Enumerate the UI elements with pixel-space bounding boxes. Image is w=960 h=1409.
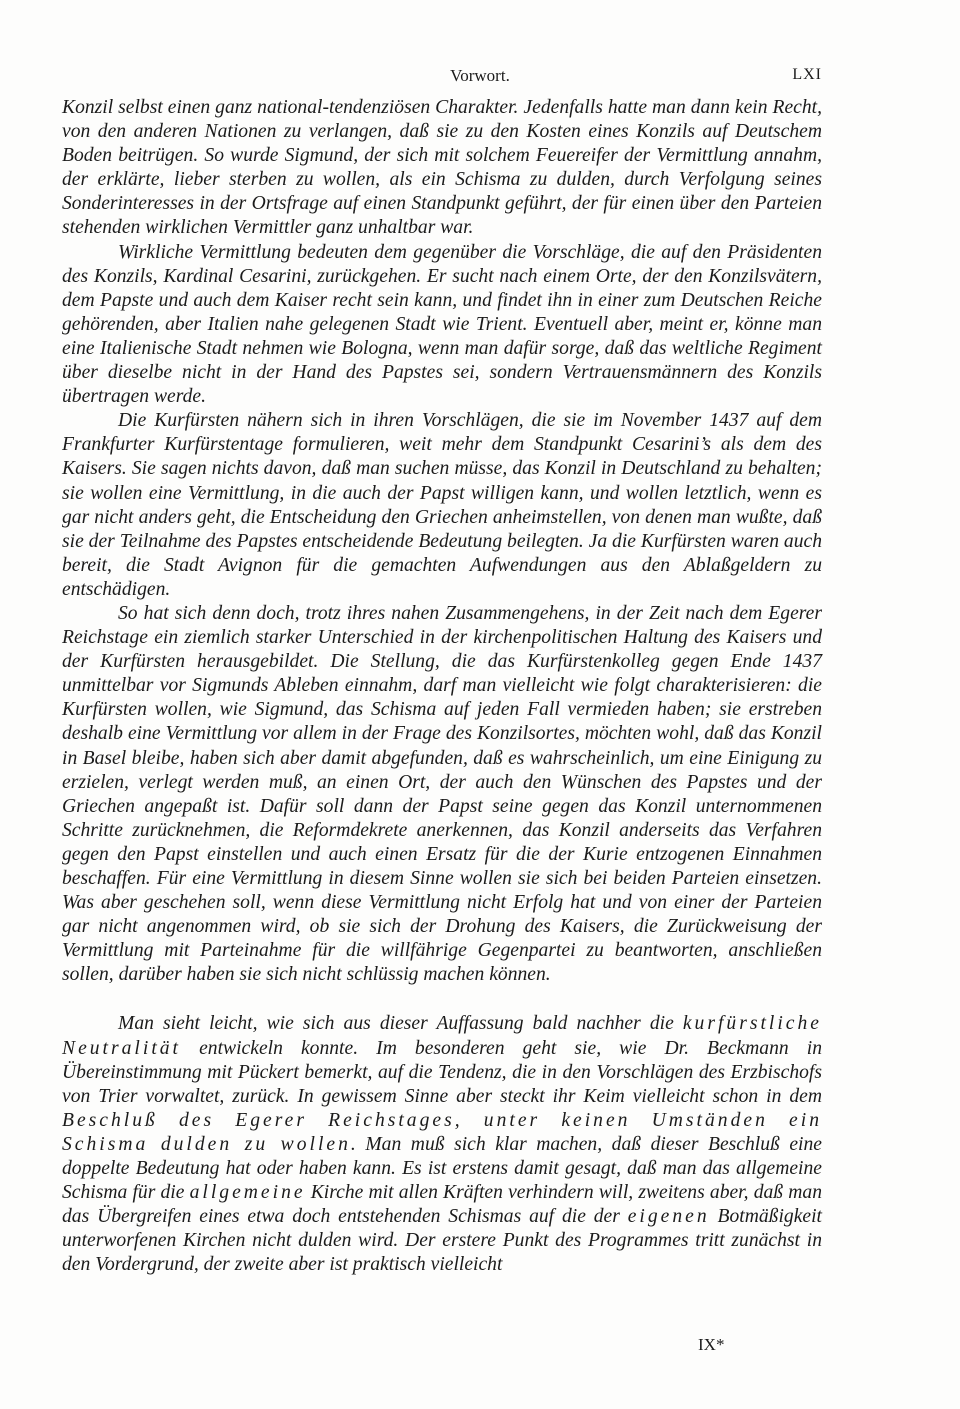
spaced-emphasis: allgemeine (189, 1182, 306, 1204)
paragraph (62, 602, 822, 988)
spaced-emphasis: eigenen (627, 1206, 710, 1228)
text-run: Botmäßigkeit unterworfenen Kirchen nicht dulden wird. Der erstere Punkt des Programmes tritt zunächst in den Vordergrund, der zweite aber ist praktisch vielleicht (62, 1206, 822, 1276)
paragraph (62, 1012, 822, 1277)
running-header: Vorwort. (450, 66, 510, 85)
page-number: LXI (792, 66, 822, 83)
text-run: Die Kurfürsten nähern sich in ihren Vorschlägen, die sie im November 1437 auf dem Frankfurter Kurfürstentage formulieren, weit mehr dem Standpunkt Cesarini’s als dem des Kaisers. Sie sagen nichts davon, daß man suchen müsse, das Konzil in Deutschland zu behalten; sie wollen eine Vermittlung, in die auch der Papst willigen kann, und wollen letztlich, wenn es gar nicht anders geht, die Entscheidung den Griechen anheimstellen, von denen man wußte, daß sie der Teilnahme des Papstes entscheidende Bedeutung beilegten. Ja die Kurfürsten waren auch bereit, die Stadt Avignon für die gemachten Aufwendungen aus den Ablaßgeldern zu entschädigen. (62, 410, 822, 600)
text-run: entwickeln konnte. Im besonderen geht sie, wie Dr. Beckmann in Übereinstimmung mit Pückert bemerkt, auf die Tendenz, die in den Vorschlägen des Erzbischofs von Trier vorwaltet, zurück. In gewissem Sinne aber steckt ihr Keim vielleicht schon in dem (62, 1037, 822, 1107)
paragraph (62, 241, 822, 410)
text-run: Man sieht leicht, wie sich aus dieser Auffassung bald nachher die (118, 1013, 683, 1035)
paragraph (62, 409, 822, 602)
printer-signature: IX* (698, 1335, 725, 1354)
text-run: Kirche mit allen Kräften verhindern will, zweitens aber, daß man das Übergreifen eines etwa doch entstehenden Schismas auf die der (62, 1182, 822, 1228)
text-run: . Man muß sich klar machen, daß dieser Beschluß eine doppelte Bedeutung hat oder haben kann. Es ist erstens damit gesagt, daß man das allgemeine Schisma für die (62, 1133, 822, 1204)
text-run: So hat sich denn doch, trotz ihres nahen Zusammengehens, in der Zeit nach dem Egerer Reichstage ein ziemlich starker Unterschied in der kirchenpolitischen Haltung des Kaisers und der Kurfürsten herausgebildet. Die Stellung, die das Kurfürstenkolleg gegen Ende 1437 unmittelbar vor Sigmunds Ableben einnahm, darf man vielleicht wie folgt charakterisieren: die Kurfürsten wollen, wie Sigmund, das Schisma auf jeden Fall vermieden haben; sie erstreben deshalb eine Vermittlung vor allem in der Frage des Konzilsortes, möchten wohl, daß das Konzil in Basel bleibe, haben sich aber damit abgefunden, daß es wahrscheinlich, um eine Einigung zu erzielen, verlegt werden muß, an einen Ort, der auch den Wünschen des Papstes und der Griechen angepaßt ist. Dafür soll dann der Papst seine gegen das Konzil unternommenen Schritte zurücknehmen, die Reformdekrete anerkennen, das Konzil anderseits das Verfahren gegen den Papst einstellen und auch einen Ersatz für die der Kurie entzogenen Einnahmen beschaffen. Für eine Vermittlung in diesem Sinne wollen sie sich bei beiden Parteien einsetzen. Was aber geschehen soll, wenn diese Vermittlung nicht Erfolg hat und von einer der Parteien gar nicht angenommen wird, ob sie sich der Drohung des Kaisers, die Zurückweisung der Vermittlung mit Parteinahme für die willfährige Gegenpartei zu beantworten, anschließen sollen, darüber haben sie sich nicht schlüssig machen können. (62, 602, 822, 986)
body-text (62, 96, 822, 1278)
spaced-emphasis: kurfürstliche Neutralität (62, 1013, 822, 1059)
spaced-emphasis: Beschluß des Egerer Reichstages, unter keinen Umständen ein Schisma dulden zu wollen (62, 1109, 822, 1155)
paragraph (62, 96, 822, 241)
text-run: Wirkliche Vermittlung bedeuten dem gegenüber die Vorschläge, die auf den Präsidenten des Konzils, Kardinal Cesarini, zurückgehen. Er sucht nach einem Orte, der den Konzilsvätern, dem Papste und auch dem Kaiser recht sein kann, und findet ihn in einer zum Deutschen Reiche gehörenden, aber Italien nahe gelegenen Stadt wie Trient. Eventuell aber, meint er, könne man eine Italienische Stadt nehmen wie Bologna, wenn man dafür sorge, daß das weltliche Regiment über dieselbe nicht in der Hand des Papstes sei, sondern Vertrauensmännern des Konzils übertragen werde. (62, 241, 822, 408)
text-run: Konzil selbst einen ganz national-tendenziösen Charakter. Jedenfalls hatte man dann kein Recht, von den anderen Nationen zu verlangen, daß sie zu den Kosten eines Konzils auf Deutschem Boden beitrügen. So wurde Sigmund, der sich mit solchem Feuereifer der Vermittlung annahm, der erklärte, lieber sterben zu wollen, als ein Schisma zu dulden, durch Verfolgung seines Sonderinteresses in der Ortsfrage auf einen Standpunkt geführt, der für einen über den Parteien stehenden wirklichen Vermittler ganz unhaltbar war. (62, 97, 822, 239)
